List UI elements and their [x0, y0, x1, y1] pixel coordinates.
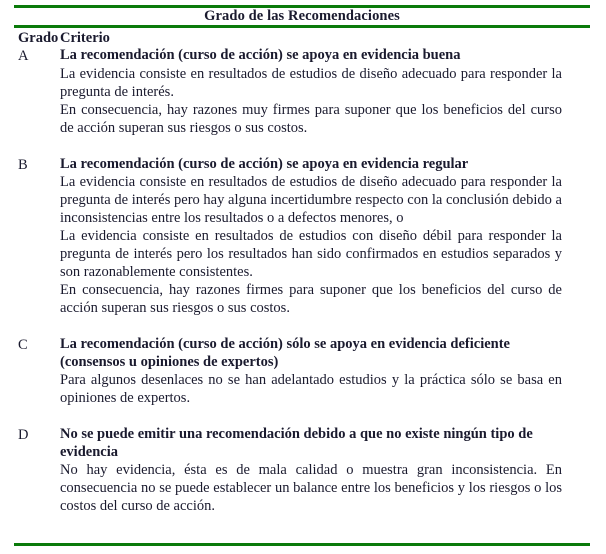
table-bottom-rule — [14, 543, 590, 546]
table-body — [0, 29, 606, 515]
table-row — [0, 156, 606, 318]
row-spacer — [0, 407, 606, 426]
table-row — [0, 336, 606, 407]
column-header-criterion: Criterio — [60, 30, 110, 46]
table-header-rule — [14, 25, 590, 28]
criterion-paragraph: La evidencia consiste en resultados de estudios de diseño adecuado para responder la pregunta de interés. — [60, 65, 562, 100]
column-header-grade: Grado — [18, 30, 59, 46]
table-header-row — [0, 29, 606, 47]
criterion-heading-d: No se puede emitir una recomendación debido a que no existe ningún tipo de evidencia — [60, 426, 533, 460]
grade-letter-d: D — [18, 427, 29, 443]
table-row — [0, 426, 606, 515]
criterion-cell-a — [60, 47, 562, 137]
criterion-heading-b: La recomendación (curso de acción) se apoya en evidencia regular — [60, 155, 469, 172]
criterion-cell-b — [60, 156, 562, 318]
criterion-paragraph: No hay evidencia, ésta es de mala calidad o muestra gran inconsistencia. En consecuencia no se puede establecer un balance entre los beneficios y los riesgos o los costos del curso de acción. — [60, 462, 562, 514]
criterion-cell-c — [60, 336, 562, 407]
criterion-cell-d — [60, 426, 562, 515]
criterion-paragraph: La evidencia consiste en resultados de estudios con diseño débil para responder la pregunta de interés pero los resultados han sido confirmados en estudios separados y son razonablemente consistentes. — [60, 228, 562, 280]
row-spacer — [0, 317, 606, 336]
grade-letter-b: B — [18, 156, 28, 173]
grade-letter-a: A — [18, 48, 29, 64]
criterion-paragraph: La evidencia consiste en resultados de estudios de diseño adecuado para responder la pregunta de interés pero hay alguna incertidumbre respecto con la conclusión debido a inconsistencias entre los resultados o a defectos menores, o — [60, 174, 562, 226]
row-spacer — [0, 137, 606, 156]
criterion-paragraph: Para algunos desenlaces no se han adelantado estudios y la práctica sólo se basa en opiniones de expertos. — [60, 372, 562, 406]
table-row — [0, 47, 606, 137]
criterion-heading-a: La recomendación (curso de acción) se apoya en evidencia buena — [60, 47, 461, 63]
page-title: Grado de las Recomendaciones — [204, 7, 400, 24]
criterion-heading-c: La recomendación (curso de acción) sólo se apoya en evidencia deficiente (consensos u opiniones de expertos) — [60, 336, 510, 370]
table-title-row — [14, 7, 590, 25]
grade-letter-c: C — [18, 337, 28, 353]
criterion-paragraph: En consecuencia, hay razones muy firmes para suponer que los beneficios del curso de acción superan sus riesgos o sus costos. — [60, 101, 562, 136]
criterion-paragraph: En consecuencia, hay razones firmes para suponer que los beneficios del curso de acción superan sus riesgos o sus costos. — [60, 282, 562, 316]
